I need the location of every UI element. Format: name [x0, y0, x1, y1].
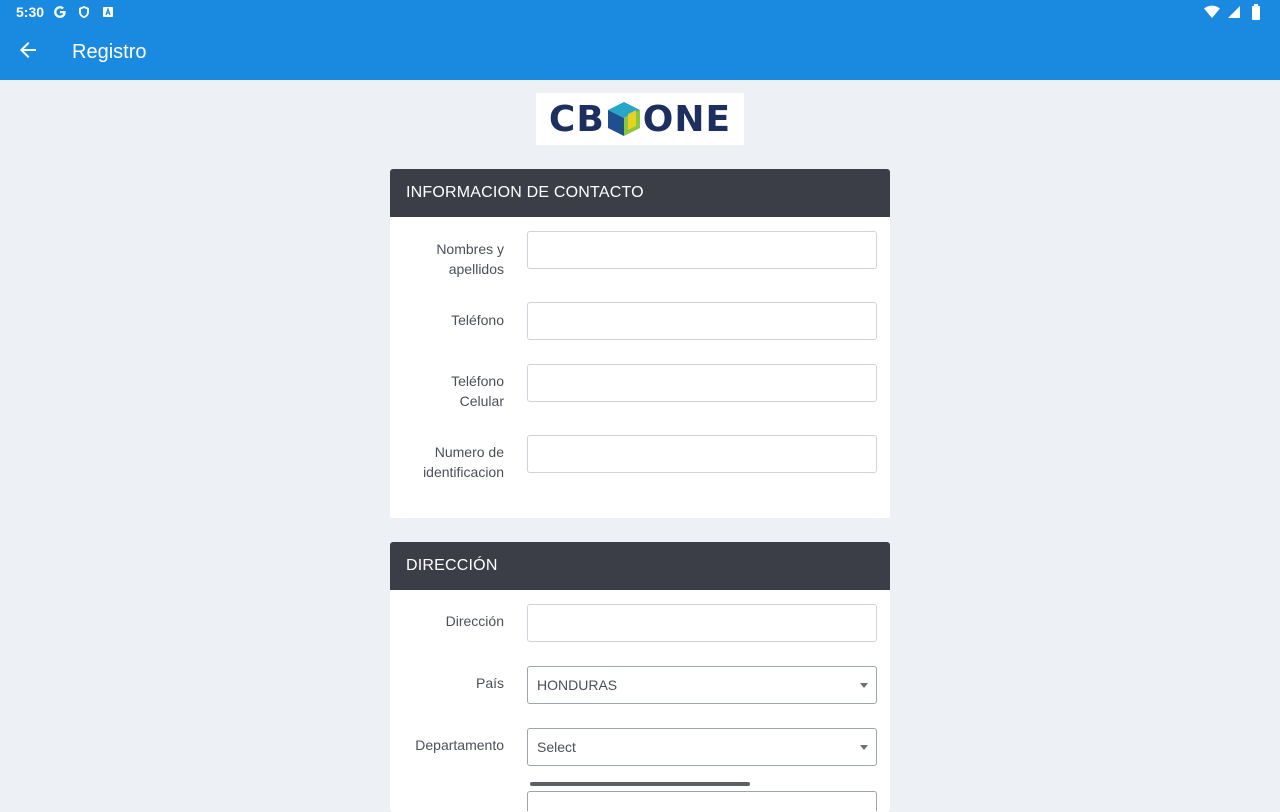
- arrow-back-icon: [18, 40, 38, 65]
- nombres-input[interactable]: [527, 231, 877, 269]
- back-button[interactable]: [0, 24, 56, 80]
- telefono-input[interactable]: [527, 302, 877, 340]
- next-select-partial[interactable]: [527, 791, 877, 811]
- status-bar: [0, 0, 1280, 24]
- direccion-label: Dirección: [445, 613, 504, 629]
- page-title: Registro: [72, 40, 147, 63]
- cube-icon: [606, 100, 642, 138]
- direccion-input[interactable]: [527, 604, 877, 642]
- scrollbar[interactable]: [530, 782, 750, 786]
- registration-form: [0, 80, 1280, 800]
- identificacion-input[interactable]: [527, 435, 877, 473]
- logo-text-left: CB: [548, 98, 605, 140]
- address-card: [390, 542, 890, 812]
- status-time: 5:30: [16, 4, 45, 20]
- departamento-label: Departamento: [415, 737, 504, 753]
- nombres-label: Nombres y apellidos: [436, 241, 504, 277]
- dropdown-arrow-icon: [860, 683, 868, 688]
- departamento-select[interactable]: [527, 728, 877, 766]
- celular-label: Teléfono Celular: [451, 373, 504, 409]
- pais-label: País: [475, 675, 504, 691]
- status-right: [1204, 4, 1264, 20]
- dropdown-arrow-icon: [860, 745, 868, 750]
- cbone-logo: [536, 93, 744, 145]
- celular-input[interactable]: [527, 364, 877, 402]
- pais-select[interactable]: [527, 666, 877, 704]
- contact-info-card: [390, 169, 890, 518]
- departamento-selected-value: Select: [537, 739, 576, 755]
- status-left: [16, 4, 116, 20]
- signal-icon: [1226, 4, 1242, 20]
- contact-info-header: INFORMACION DE CONTACTO: [390, 169, 890, 217]
- logo-text-right: ONE: [642, 98, 732, 140]
- shield-icon: [76, 4, 92, 20]
- google-icon: [52, 4, 68, 20]
- telefono-label: Teléfono: [451, 312, 504, 328]
- notification-icon: [100, 4, 116, 20]
- address-header: DIRECCIÓN: [390, 542, 890, 590]
- pais-selected-value: HONDURAS: [537, 677, 618, 693]
- battery-icon: [1248, 4, 1264, 20]
- app-bar: [0, 24, 1280, 80]
- identificacion-label: Numero de identificacion: [423, 444, 504, 480]
- wifi-icon: [1204, 4, 1220, 20]
